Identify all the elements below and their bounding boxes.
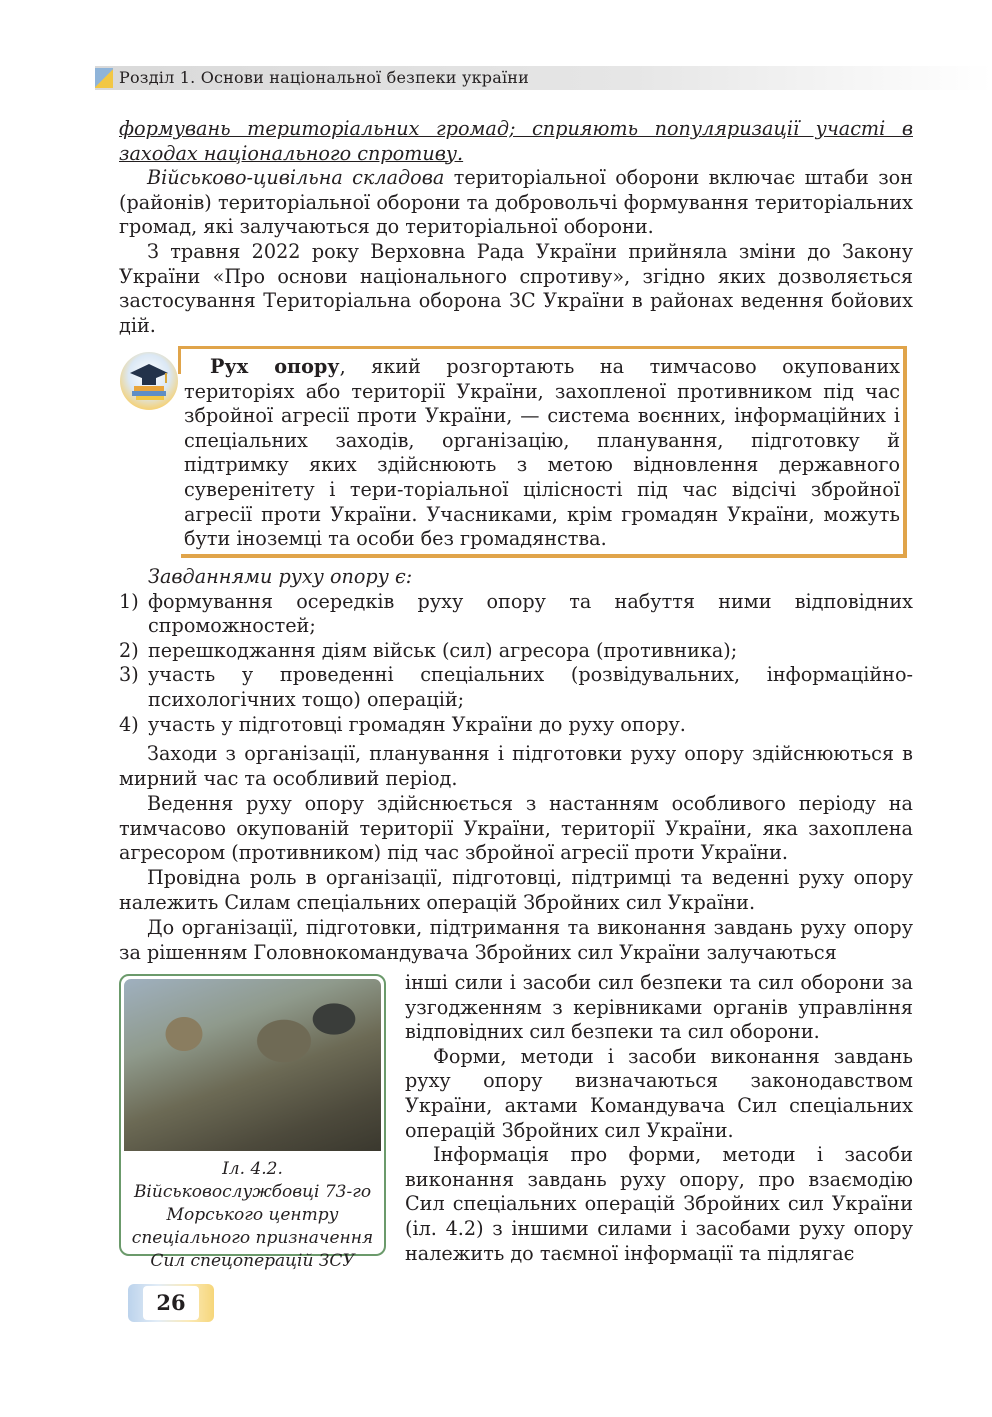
- list-item-text: формування осередків руху опору та набуття ними відповідних спроможностей;: [148, 589, 913, 638]
- top-paragraph-line1: формувань територіальних громад; сприяють популяризації участі в: [119, 117, 913, 140]
- paragraph-info: Інформація про форми, методи і засоби виконання завдань руху опору, про взаємодію Сил спеціальних операцій Збройних сил України (іл. 4.2) з іншими силами і засобами руху опору належить до таємної інформації та підлягає: [405, 1143, 913, 1265]
- education-cap-icon: [120, 352, 178, 410]
- list-item-text: участь у підготовці громадян України до руху опору.: [148, 712, 686, 736]
- paragraph-may-2022-text: З травня 2022 року Верховна Рада України прийняла зміни до Закону України «Про основи національного спротиву», згідно яких дозволяється застосування Територіальна оборона ЗС України в районах ведення бойових дій.: [119, 240, 913, 337]
- figure-caption: Іл. 4.2. Військовослужбовці 73-го Морського центру спеціального призначення Сил спецоперацій ЗСУ: [131, 1159, 374, 1271]
- paragraph-leading-role: [119, 866, 913, 915]
- top-paragraph-line2: заходах національного спротиву.: [119, 141, 464, 165]
- paragraph-measures-text: Заходи з організації, планування і підготовки руху опору здійснюються в мирний час та особливий період.: [119, 742, 913, 790]
- list-item-text: перешкоджання діям військ (сил) агресора (противника);: [148, 638, 738, 662]
- header-marker-icon: [95, 68, 113, 88]
- paragraph-military-civil-text: територіальної оборони включає штаби зон (районів) територіальної оборони та добровольчі формування територіальних громад, які залучаються до територіальної оборони.: [119, 166, 913, 239]
- paragraph-measures: [119, 742, 913, 791]
- paragraph-involved-end: інші сили і засоби сил безпеки та сил оборони за узгодженням з керівниками органів управління відповідних сил безпеки та сил оборони.: [405, 971, 913, 1044]
- definition-text: [184, 355, 900, 552]
- paragraph-conduct-text: Ведення руху опору здійснюється з настанням особливого періоду на тимчасово окупованій території України, території України, яка захоплена агресором (противником) під час збройної агресії проти України.: [119, 792, 913, 865]
- definition-body: , який розгортають на тимчасово окупованих територіях або території України, захопленої противником під час збройної агресії проти України, — система воєнних, інформаційних і спеціальних заходів, організацію, планування, підготовку й підтримку яких здійснюють з метою відновлення державного суверенітету і тери-торіальної цілісності під час відсічі збройної агресії проти України. Учасниками, крім громадян України, можуть бути іноземці та особи без громадянства.: [184, 355, 900, 551]
- right-column: [405, 971, 913, 1266]
- figure-frame: [119, 974, 386, 1271]
- tasks-list: [119, 565, 913, 737]
- paragraph-conduct: [119, 792, 913, 866]
- list-item: [119, 713, 913, 738]
- term-military-civil: Військово-цивільна складова: [147, 166, 445, 189]
- definition-term: Рух опору: [210, 355, 340, 378]
- section-title: Розділ 1. Основи національної безпеки україни: [119, 68, 529, 87]
- soldiers-photo: [124, 979, 381, 1151]
- list-item-number: 1): [119, 589, 139, 613]
- list-item-text: участь у проведенні спеціальних (розвідувальних, інформаційно-психологічних тощо) операцій;: [148, 663, 913, 711]
- paragraph-may-2022: [119, 240, 913, 338]
- paragraph-involved-start: [119, 916, 913, 965]
- list-item-number: 3): [119, 663, 139, 687]
- paragraph-leading-role-text: Провідна роль в організації, підготовці, підтримці та веденні руху опору належить Силам спеціальних операцій Збройних сил України.: [119, 866, 913, 914]
- list-item: [119, 639, 913, 664]
- list-item-number: 4): [119, 712, 139, 736]
- paragraph-forms: Форми, методи і засоби виконання завдань руху опору визначаються законодавством України, актами Командувача Сил спеціальних операцій Збройних сил України.: [405, 1044, 913, 1142]
- paragraph-military-civil: [119, 166, 913, 240]
- list-item-number: 2): [119, 638, 139, 662]
- tasks-heading: Завданнями руху опору є:: [148, 565, 413, 588]
- list-item: [119, 590, 913, 639]
- top-paragraph: [119, 117, 913, 166]
- list-item: [119, 663, 913, 712]
- page-number: 26: [143, 1286, 199, 1320]
- paragraph-involved-start-text: До організації, підготовки, підтримання та виконання завдань руху опору за рішенням Головнокомандувача Збройних сил України залучаються: [119, 916, 913, 964]
